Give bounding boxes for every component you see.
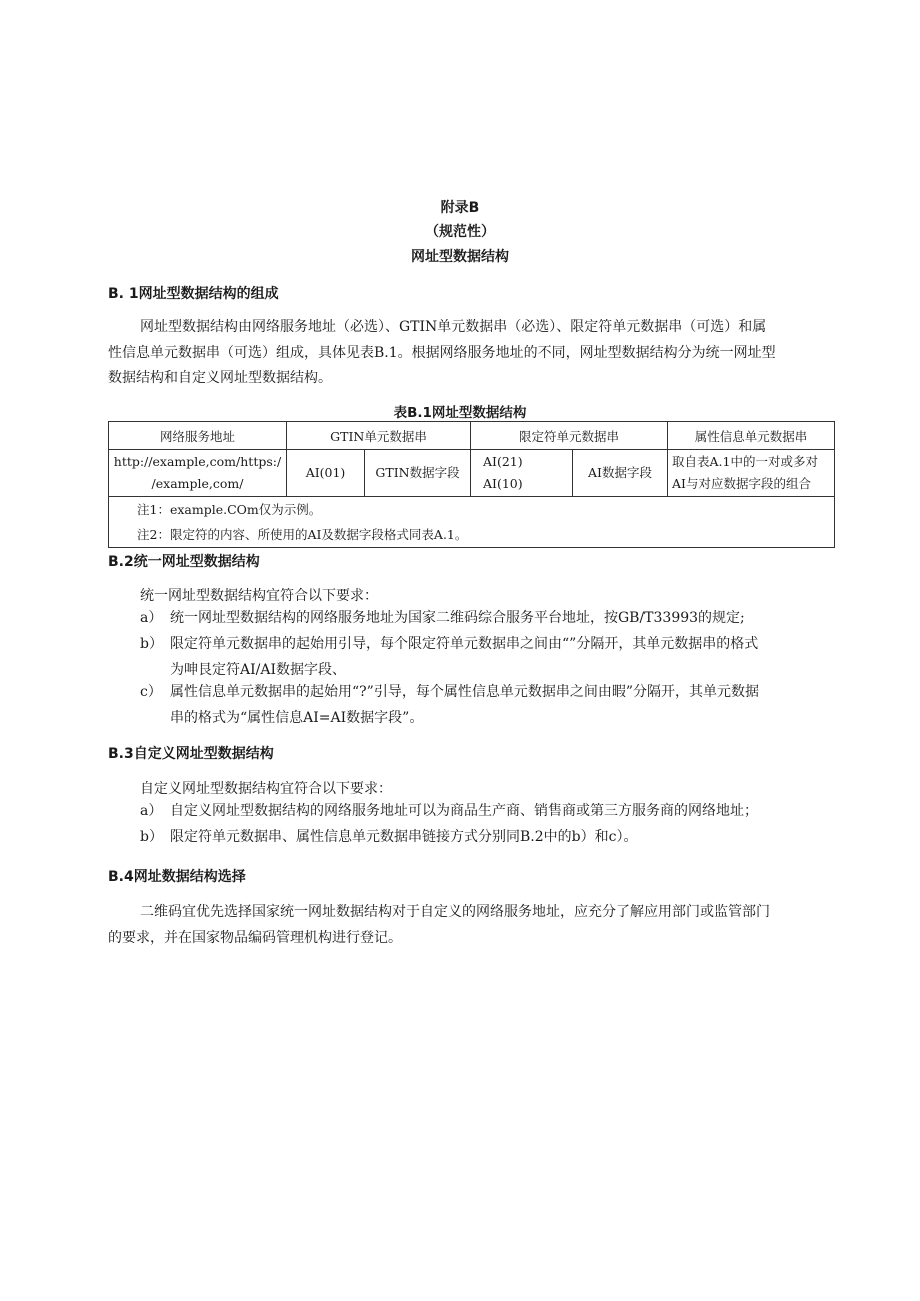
section-b1-para-line1: 网址型数据结构由网络服务地址（必选）、GTIN单元数据串（必选）、限定符单元数据串（可选）和属	[140, 319, 767, 335]
item-label: b）	[140, 829, 163, 845]
item-label: a）	[140, 803, 163, 819]
table-note-1: 注1：example.COm仅为示例。	[137, 502, 322, 517]
appendix-title: 网址型数据结构	[411, 249, 509, 265]
table-note-2: 注2：限定符的内容、所使用的AI及数据字段格式同表A.1。	[137, 527, 468, 542]
url-structure-table	[108, 421, 835, 548]
item-text-cont: 为呻艮定符AI/AI数据字段、	[170, 662, 346, 678]
table-notes-row	[109, 497, 835, 548]
item-label: b）	[140, 636, 163, 652]
header-cell-qualifier: 限定符单元数据串	[471, 422, 668, 450]
section-b3-heading: B.3自定义网址型数据结构	[108, 746, 274, 762]
section-b3-item-b	[140, 824, 840, 850]
section-b2-item-b	[140, 631, 840, 683]
header-cell-attribute: 属性信息单元数据串	[668, 422, 835, 450]
cell-attribute	[668, 450, 835, 497]
cell-gtin-ai: AI(01)	[287, 450, 365, 497]
section-b2-item-c	[140, 679, 840, 731]
section-b1-heading: B. 1网址型数据结构的组成	[108, 286, 279, 302]
cell-url	[109, 450, 287, 497]
item-label: a）	[140, 610, 163, 626]
cell-url-line2: /example,com/	[151, 476, 244, 491]
table-row	[109, 450, 835, 497]
cell-qualifier-ai	[471, 450, 573, 497]
item-text: 限定符单元数据串、属性信息单元数据串链接方式分别同B.2中的b）和c）。	[170, 829, 638, 845]
section-b2-intro: 统一网址型数据结构宜符合以下要求：	[140, 588, 378, 604]
cell-qualifier-field: AI数据字段	[573, 450, 668, 497]
appendix-nature: （规范性）	[425, 224, 495, 240]
appendix-label: 附录B	[440, 200, 480, 216]
header-cell-gtin: GTIN单元数据串	[287, 422, 471, 450]
cell-qualifier-ai-1: AI(21)	[483, 454, 523, 469]
section-b4-heading: B.4网址数据结构选择	[108, 869, 246, 885]
item-text: 限定符单元数据串的起始用引导，每个限定符单元数据串之间由“”分隔开，其单元数据串的格式	[170, 636, 759, 652]
item-text: 属性信息单元数据串的起始用“?”引导，每个属性信息单元数据串之间由暇”分隔开，其单元数据	[170, 684, 759, 700]
section-b4-para-line1: 二维码宜优先选择国家统一网址数据结构对于自定义的网络服务地址，应充分了解应用部门或监管部门	[140, 904, 770, 920]
cell-attribute-line2: AI与对应数据字段的组合	[672, 476, 811, 491]
cell-gtin-field: GTIN数据字段	[365, 450, 471, 497]
cell-url-line1: http://example,com/https:/	[113, 454, 282, 469]
cell-qualifier-ai-2: AI(10)	[483, 476, 523, 491]
section-b3-intro: 自定义网址型数据结构宜符合以下要求：	[140, 781, 392, 797]
section-b1-para-line2: 性信息单元数据串（可选）组成，具体见表B.1。根据网络服务地址的不同，网址型数据结构分为统一网址型	[108, 345, 776, 361]
table-caption: 表B.1网址型数据结构	[393, 405, 527, 421]
header-cell-url: 网络服务地址	[109, 422, 287, 450]
section-b2-heading: B.2统一网址型数据结构	[108, 554, 260, 570]
section-b2-item-a	[140, 605, 840, 631]
table-notes	[109, 497, 835, 548]
item-text: 自定义网址型数据结构的网络服务地址可以为商品生产商、销售商或第三方服务商的网络地址；	[170, 803, 758, 819]
item-text: 统一网址型数据结构的网络服务地址为国家二维码综合服务平台地址，按GB/T33993的规定;	[170, 610, 745, 626]
item-label: c）	[140, 684, 162, 700]
section-b3-item-a	[140, 798, 840, 824]
cell-attribute-line1: 取自表A.1中的一对或多对	[672, 454, 818, 469]
section-b1-para-line3: 数据结构和自定义网址型数据结构。	[108, 370, 332, 386]
table-header-row	[109, 422, 835, 450]
section-b4-para-line2: 的要求，并在国家物品编码管理机构进行登记。	[108, 930, 402, 946]
item-text-cont: 串的格式为“属性信息AI=AI数据字段”。	[170, 710, 424, 726]
